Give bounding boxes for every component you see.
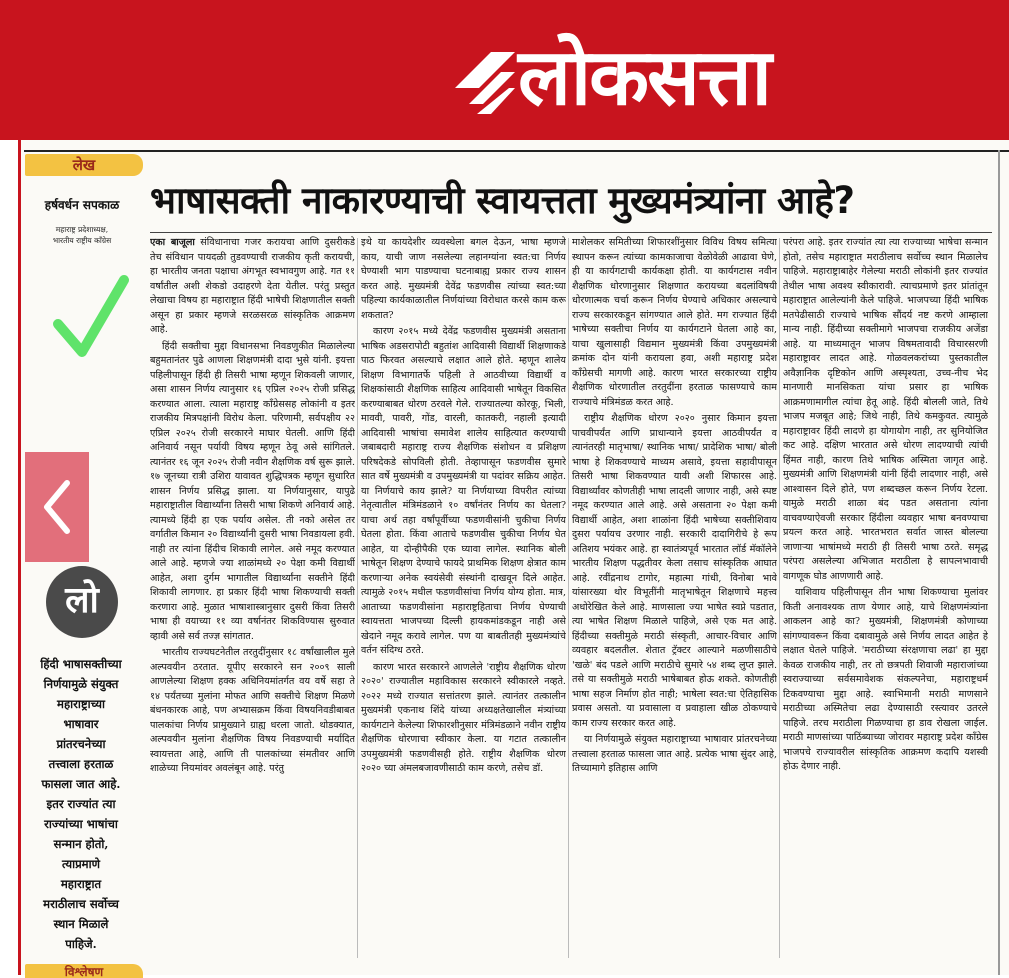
brand-stripes-icon <box>455 52 515 114</box>
paragraph: माशेलकर समितीच्या शिफारशींनुसार विविध विषय समित्या स्थापन करून त्यांच्या कामकाजाचा वेळोवेळी आढावा घेणे, ही या कार्यगटाची कार्यकक्षा होती. या कार्यगटास नवीन शैक्षणिक धोरणानुसार शिक्षणात करायच्या बदलांविषयी धोरणात्मक चर्चा करून निर्णय घेण्याचे अधिकार असल्याचे राज्य सरकारकडून सांगण्यात आले होते. मग राज्यात हिंदी भाषेच्या सक्तीचा निर्णय या कार्यगटाने घेतला आहे का, याचा खुलासाही विद्यमान मुख्यमंत्री किंवा उपमुख्यमंत्री क्रमांक दोन यांनी करायला हवा, अशी महाराष्ट्र प्रदेश काँग्रेसची मागणी आहे. कारण भारत सरकारच्या राष्ट्रीय शैक्षणिक धोरणातील तरतुदींना हरताळ फासण्याचे काम राज्याचे मंत्रिमंडळ करत आहे. <box>572 237 777 408</box>
page-right-rule <box>998 150 1000 975</box>
article-column-1 <box>150 236 355 964</box>
paragraph: हिंदी सक्तीचा मुद्दा विधानसभा निवडणुकीत मिळालेल्या बहुमतानंतर पुढे आणला शिक्षणमंत्री दादा भुसे यांनी. इयत्ता पहिलीपासून हिंदी ही तिसरी भाषा म्हणून शिकवली जाणार, असा शासन निर्णय त्यानुसार १६ एप्रिल २०२५ रोजी प्रसिद्ध करण्यात आला. त्याला महाराष्ट्र काँग्रेससह लोकांनी व इतर राजकीय मित्रपक्षांनी विरोध केला. परिणामी, सर्वपक्षीय २२ एप्रिल २०२५ रोजी सरकारने माघार घेतली. आणि हिंदी अनिवार्य नसून पर्यायी विषय म्हणून ठेवू असे सांगितले. त्यानंतर १६ जून २०२५ रोजी नवीन शैक्षणिक वर्ष सुरू झाले. १७ जूनच्या रात्री उशिरा यावावत शुद्धिपत्रक म्हणून सुधारित शासन निर्णय प्रसिद्ध झाला. या निर्णयानुसार, यापुढे महाराष्ट्रातील विद्यार्थ्यांना तिसरी भाषा शिकणे अनिवार्य आहे. त्यामध्ये हिंदी हा एक पर्याय असेल. ती नको असेल तर वर्गातील किमान २० विद्यार्थ्यांनी दुसरी भाषा निवडायला हवी. नाही तर त्यांना हिंदीच शिकावी लागेल. असे नमूद करण्यात आले आहे. म्हणजे ज्या शाळांमध्ये २० पेक्षा कमी विद्यार्थी आहेत, अशा दुर्गम भागातील विद्यार्थ्यांना सक्तीने हिंदी शिकावी लागणार. हा प्रकार हिंदी भाषा शिकण्याची सक्ती करणारा आहे. मुळात भाषाशास्त्रानुसार दुसरी किंवा तिसरी भाषा ही वयाच्या ११ व्या वर्षानंतर शिकविण्यास सुरुवात व्हावी असे सर्व तज्ज्ञ सांगतात. <box>150 340 355 642</box>
column-divider <box>779 238 780 958</box>
paragraph: परंपरा आहे. इतर राज्यांत त्या त्या राज्याच्या भाषेचा सन्मान होतो, तसेच महाराष्ट्रात मराठीलाच सर्वोच्च स्थान मिळालेच पाहिजे. महाराष्ट्राबाहेर गेलेल्या मराठी लोकांनी इतर राज्यांत तेथील भाषा अवश्य स्वीकारावी. त्याचप्रमाणे इतर प्रांतांतून महाराष्ट्रात आलेल्यांनी केले पाहिजे. भाजपच्या हिंदी भाषिक मतपेढीसाठी राज्याचे भाषिक सौंदर्य नष्ट करणे आम्हाला मान्य नाही. हिंदीच्या सक्तीमागे भाजपचा राजकीय अजेंडा आहे. या माध्यमातून भाजप विषमतावादी विचारसरणी महाराष्ट्रावर लादत आहे. गोळवलकरांच्या पुस्तकातील अवैज्ञानिक दृष्टिकोन आणि अस्पृश्यता, उच्च-नीच भेद मानणारी मानसिकता यांचा प्रसार हा भाषिक आक्रमणामागील त्यांचा हेतू आहे. हिंदी बोलली जाते, तिथे भाजप मजबूत आहे; जिथे नाही, तिथे कमकुवत. त्यामुळे महाराष्ट्रावर हिंदी लादणे हा योगायोग नाही, तर सुनियोजित कट आहे. दक्षिण भारतात असे धोरण लादण्याची त्यांची हिंमत नाही, कारण तिथे भाषिक अस्मिता जागृत आहे. मुख्यमंत्री आणि शिक्षणमंत्री यांनी हिंदी लादणार नाही, असे आश्वासन दिले होते, पण शब्दच्छल करून निर्णय रेटला. यामुळे मराठी शाळा बंद पडत असताना त्यांना वाचवण्याऐवजी सरकार हिंदीला व्यवहार भाषा बनवण्याचा प्रयत्न करत आहे. भारतभरात सर्वात जास्त बोलल्या जाणाऱ्या भाषांमध्ये मराठी ही तिसरी भाषा ठरते. समृद्ध परंपरा असलेल्या अभिजात मराठीला हे सापत्नभावाची वागणूक घोड आणणारी आहे. <box>783 237 988 582</box>
brand-badge: लो <box>46 566 118 638</box>
column-divider <box>357 238 358 958</box>
check-mark-icon <box>50 272 130 362</box>
page-top-rule <box>24 150 1009 152</box>
column-divider <box>568 238 569 958</box>
paragraph: याशिवाय पहिलीपासून तीन भाषा शिकण्याचा मुलांवर किती अनावश्यक ताण येणार आहे, याचे शिक्षणमंत्र्यांना आकलन आहे का? मुख्यमंत्री, शिक्षणमंत्री कोणाच्या सांगण्यावरून किंवा दबावामुळे असे निर्णय लादत आहेत हे लक्षात घेतले पाहिजे. 'मराठीच्या संरक्षणाचा लढा' हा मुद्दा केवळ राजकीय नाही, तर तो छत्रपती शिवाजी महाराजांच्या स्वराज्याच्या सर्वसमावेशक संकल्पनेचा, महाराष्ट्रधर्म टिकवण्याचा मुद्दा आहे. स्वाभिमानी मराठी माणसाने मराठीच्या अस्मितेचा लढा देण्यासाठी रस्त्यावर उतरले पाहिजे. तरच मराठीला गिळण्याचा हा डाव रोखला जाईल. मराठी माणसांच्या पाठिंब्याच्या जोरावर महाराष्ट्र प्रदेश काँग्रेस भाजपचे राज्यावरील सांस्कृतिक आक्रमण कदापि यशस्वी होऊ देणार नाही. <box>783 587 988 772</box>
page-left-border <box>18 140 21 975</box>
paragraph <box>150 236 355 338</box>
paragraph: इथे या कायदेशीर व्यवस्थेला बगल देऊन, भाषा म्हणजे काय, याची जाण नसलेल्या लहानग्यांना स्वत:चा निर्णय घेण्याशी भाग पाडण्याचा घटनाबाह्य प्रकार राज्य शासन करत आहे. मुख्यमंत्री देवेंद्र फडणवीस त्यांच्या स्वत:च्या पहिल्या कार्यकाळातील निर्णयांच्या विरोधात करसे काम करू शकतात? <box>361 237 566 321</box>
article-column-2 <box>361 236 566 964</box>
next-section-tag: विश्लेषण <box>25 964 143 978</box>
author-role <box>24 224 140 246</box>
paragraph: कारण भारत सरकारने आणलेले 'राष्ट्रीय शैक्षणिक धोरण २०२०' राज्यातील महाविकास सरकारने स्वीकारले नव्हते. २०२२ मध्ये राज्यात सत्तांतरण झाले. त्यानंतर तत्कालीन मुख्यमंत्री एकनाथ शिंदे यांच्या अध्यक्षतेखालील मंत्र्यांच्या कार्यगटाने केलेल्या शिफारशीनुसार मंत्रिमंडळाने नवीन राष्ट्रीय शैक्षणिक धोरणाचा स्वीकार केला. या गटात तत्कालीन उपमुख्यमंत्री फडणवीसही होते. राष्ट्रीय शैक्षणिक धोरण २०२० च्या अंमलबजावणीसाठी काम करणे, तसेच डॉ. <box>361 661 566 774</box>
author-name: हर्षवर्धन सपकाळ <box>44 198 120 212</box>
article-column-3 <box>572 236 777 964</box>
headline-rule <box>150 232 992 233</box>
paragraph-text: संविधानाचा गजर करायचा आणि दुसरीकडे तेच संविधान पायदळी तुडवण्याची राजकीय कृती करायची, हा भारतीय जनता पक्षाचा अंगभूत स्वभावगुण आहे. गत ११ वर्षांतील अशी शेकडो उदाहरणे देता येतील. परंतु प्रस्तुत लेखाचा विषय हा महाराष्ट्रात हिंदी भाषेची शिक्षणातील सक्ती असून हा प्रकार म्हणजे सरळसरळ सांस्कृतिक आक्रमण आहे. <box>150 237 355 335</box>
back-button[interactable] <box>25 452 89 562</box>
masthead <box>0 0 1009 140</box>
paragraph: भारतीय राज्यघटनेतील तरतुदींनुसार १८ वर्षांखालील मुले अल्पवयीन ठरतात. यूपीए सरकारने सन २००९ साली आणलेल्या शिक्षण हक्क अधिनियमांतर्गत वय वर्षे सहा ते १४ पर्यंतच्या मुलांना मोफत आणि सक्तीचे शिक्षण मिळणे बंधनकारक आहे, पण अभ्यासक्रम किंवा विषयनिवडीबाबत पालकांचा निर्णय प्रामुख्याने ग्राह्य धरला जातो. थोडक्यात, अल्पवयीन मुलांना शैक्षणिक विषय निवडण्याची मर्यादित स्वायत्तता आहे, आणि ती पालकांच्या संमतीवर आणि शाळेच्या नियमांवर अवलंबून आहे. परंतु <box>150 647 355 774</box>
paragraph: राष्ट्रीय शैक्षणिक धोरण २०२० नुसार किमान इयत्ता पाचवीपर्यंत आणि प्राधान्याने इयत्ता आठवीपर्यंत व त्यानंतरही मातृभाषा/ स्थानिक भाषा/ प्रादेशिक भाषा/ बोली भाषा हे शिकवण्याचे माध्यम असावे, इयत्ता सहावीपासून तिसरी भाषा शिकवण्यात यावी अशी शिफारस आहे. विद्यार्थ्यांवर कोणतीही भाषा लादली जाणार नाही, असे स्पष्ट नमूद करण्यात आले आहे. असे असताना २० पेक्षा कमी विद्यार्थी आहेत, अशा शाळांना हिंदी भाषेच्या सक्तीशिवाय दुसरा पर्यायच उरणार नाही. सरकारी दादागिरीचे हे रूप अतिशय भयंकर आहे. हा स्वातंत्र्यपूर्व भारतात लॉर्ड मॅकॉलेने भारतीय शिक्षण पद्धतीवर केला तसाच सांस्कृतिक आघात आहे. रवींद्रनाथ टागोर, महात्मा गांधी, विनोबा भावे यांसारख्या थोर विभूतींनी मातृभाषेतून शिक्षणाचे महत्त्व अधोरेखित केले आहे. माणसाला ज्या भाषेत स्वप्ने पडतात, त्या भाषेत शिक्षण मिळाले पाहिजे, असे एक मत आहे. हिंदीच्या सक्तीमुळे मराठी संस्कृती, आचार-विचार आणि व्यवहार बदलतील. शेतात ट्रॅक्टर आल्याने मळणीसाठीचे 'खळे' बंद पडले आणि मराठीचे सुमारे ५४ शब्द लुप्त झाले. तसे या सक्तीमुळे मराठी भाषेबाबत होऊ शकते. कोणतीही भाषा सहज निर्माण होत नाही; भाषेला स्वत:चा ऐतिहासिक प्रवास असतो. या प्रवासाला व प्रवाहाला खीळ ठोकण्याचे काम राज्य सरकार करत आहे. <box>572 413 777 729</box>
paragraph: या निर्णयामुळे संयुक्त महाराष्ट्राच्या भाषावार प्रांतरचनेच्या तत्त्वाला हरताळ फासला जात आहे. प्रत्येक भाषा सुंदर आहे, तिच्यामागे इतिहास आणि <box>572 734 777 774</box>
chevron-left-icon <box>39 477 75 537</box>
section-tag: लेख <box>25 154 143 176</box>
pull-quote: हिंदी भाषासक्तीच्या निर्णयामुळे संयुक्त महाराष्ट्राच्या भाषावार प्रांतरचनेच्या तत्त्वाला हरताळ फासला जात आहे. इतर राज्यांत त्या राज्यांच्या भाषांचा सन्मान होतो, त्याप्रमाणे महाराष्ट्रात मराठीलाच सर्वोच्च स्थान मिळाले पाहिजे. <box>40 657 122 951</box>
article-column-4 <box>783 236 988 964</box>
article-headline: भाषासक्ती नाकारण्याची स्वायत्तता मुख्यमंत्र्यांना आहे? <box>150 179 855 222</box>
lead-words: एका बाजूला <box>150 237 195 248</box>
author-role-line: महाराष्ट्र प्रदेशाध्यक्ष, <box>55 225 109 234</box>
author-role-line: भारतीय राष्ट्रीय काँग्रेस <box>52 236 112 245</box>
paragraph: कारण २०१५ मध्ये देवेंद्र फडणवीस मुख्यमंत्री असताना भाषिक अडसरापोटी बहुतांश आदिवासी विद्यार्थी शिक्षणाकडे पाठ फिरवत असल्याचे लक्षात आले होते. म्हणून शालेय शिक्षण विभागातर्फे पहिली ते आठवीच्या विद्यार्थी व शिक्षकांसाठी शैक्षणिक साहित्य आदिवासी भाषेतून विकसित करण्याबाबत धोरण ठरवले गेले. राज्यातल्या कोरकू, भिली, माववी, पावरी, गोंड, वारली, कातकरी, नहाली इत्यादी आदिवासी भाषांचा समावेश शालेय साहित्यात करण्याची जबाबदारी महाराष्ट्र राज्य शैक्षणिक संशोधन व प्रशिक्षण परिषदेकडे सोपविली होती. तेव्हापासून फडणवीस सुमारे सात वर्षे मुख्यमंत्री व उपमुख्यमंत्री या पदांवर सक्रिय आहेत. या निर्णयाचे काय झाले? या निर्णयाच्या विपरीत त्यांच्या नेतृत्वातील मंत्रिमंडळाने १० वर्षांनंतर निर्णय का घेतला? याचा अर्थ तहा वर्षांपूर्वीच्या फडणवीसांनी चुकीचा निर्णय घेतला होता. किंवा आताचे फडणवीस चुकीचा निर्णय घेत आहेत, या दोन्हीपैकी एक घ्यावा लागेल. स्थानिक बोली भाषेतून शिक्षण देण्याचे फायदे प्राथमिक शिक्षण क्षेत्रात काम करणाऱ्या अनेक स्वयंसेवी संस्थांनी दाखवून दिले आहेत. त्यामुळे २०१५ मधील फडणवीसांचा निर्णय योग्य होता. मात्र, आताच्या फडणवीसांना महाराष्ट्रहिताचा निर्णय घेण्याची स्वायत्तता भाजपच्या दिल्ली हायकमांडकडून नाही असे खेदाने नमूद करावे लागेल. पण या बाबतीतही मुख्यमंत्र्यांचे वर्तन संदिग्ध ठरते. <box>361 326 566 656</box>
brand-logo-text: लोकसत्ता <box>518 33 770 123</box>
